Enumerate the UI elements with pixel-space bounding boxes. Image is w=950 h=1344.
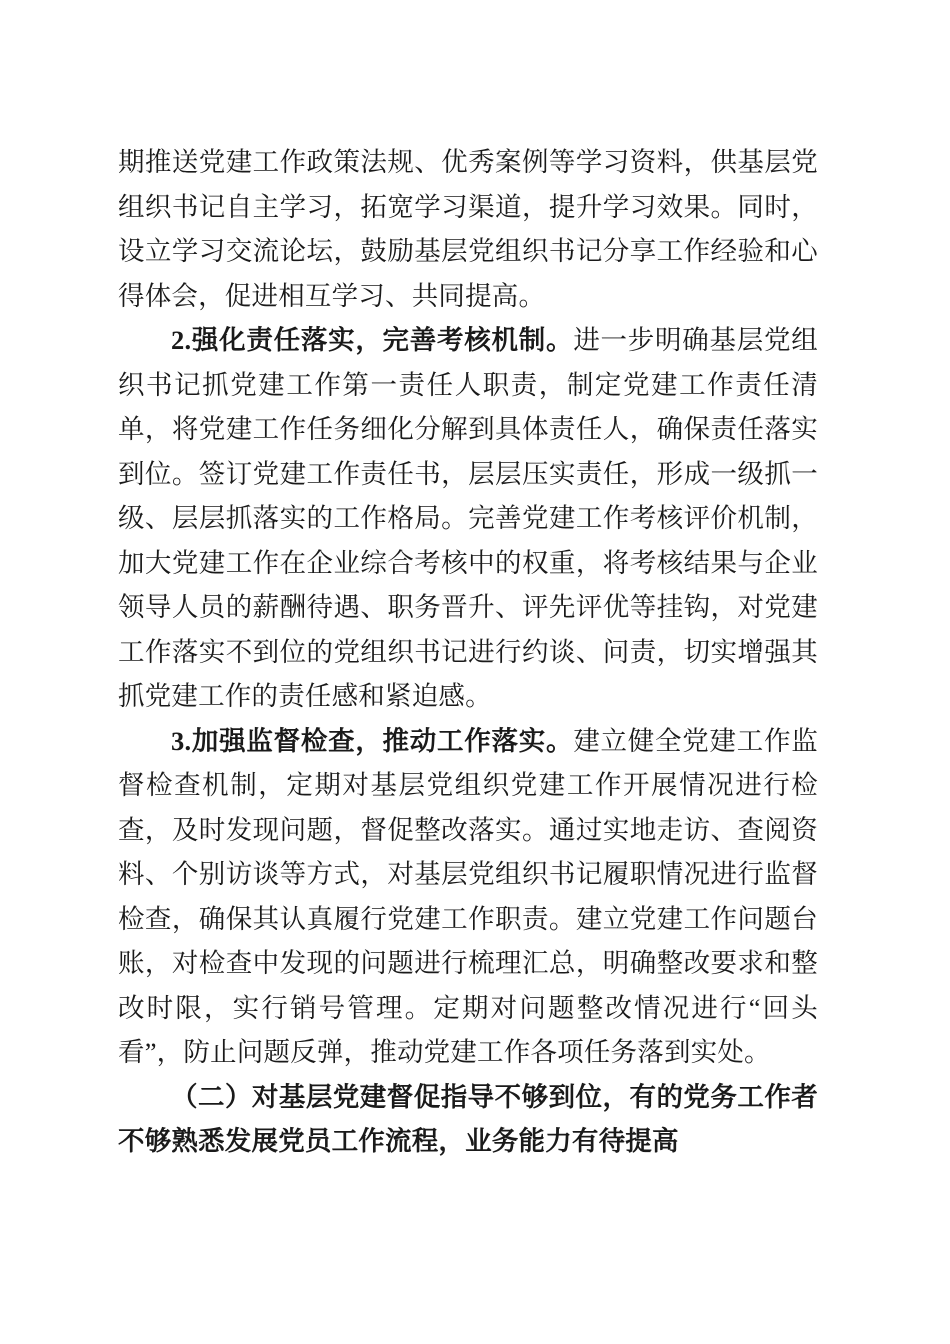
paragraph-text: 期推送党建工作政策法规、优秀案例等学习资料，供基层党组织书记自主学习，拓宽学习渠道，提升学习效果。同时，设立学习交流论坛，鼓励基层党组织书记分享工作经验和心得体会，促进相互学习、共同提高。 xyxy=(118,147,818,311)
paragraph-lead: 2.强化责任落实，完善考核机制。 xyxy=(171,325,574,355)
section-heading-text: （二）对基层党建督促指导不够到位，有的党务工作者不够熟悉发展党员工作流程，业务能力有待提高 xyxy=(118,1081,818,1156)
paragraph-continuation xyxy=(118,140,818,318)
paragraph-text: 建立健全党建工作监督检查机制，定期对基层党组织党建工作开展情况进行检查，及时发现问题，督促整改落实。通过实地走访、查阅资料、个别访谈等方式，对基层党组织书记履职情况进行监督检查，确保其认真履行党建工作职责。建立党建工作问题台账，对检查中发现的问题进行梳理汇总，明确整改要求和整改时限，实行销号管理。定期对问题整改情况进行“回头看”，防止问题反弹，推动党建工作各项任务落到实处。 xyxy=(118,725,818,1067)
section-heading-2 xyxy=(118,1075,818,1164)
paragraph-item-3 xyxy=(118,719,818,1075)
paragraph-lead: 3.加强监督检查，推动工作落实。 xyxy=(171,725,574,756)
paragraph-item-2 xyxy=(118,318,818,719)
paragraph-text: 进一步明确基层党组织书记抓党建工作第一责任人职责，制定党建工作责任清单，将党建工作任务细化分解到具体责任人，确保责任落实到位。签订党建工作责任书，层层压实责任，形成一级抓一级、层层抓落实的工作格局。完善党建工作考核评价机制，加大党建工作在企业综合考核中的权重，将考核结果与企业领导人员的薪酬待遇、职务晋升、评先评优等挂钩，对党建工作落实不到位的党组织书记进行约谈、问责，切实增强其抓党建工作的责任感和紧迫感。 xyxy=(118,325,818,711)
